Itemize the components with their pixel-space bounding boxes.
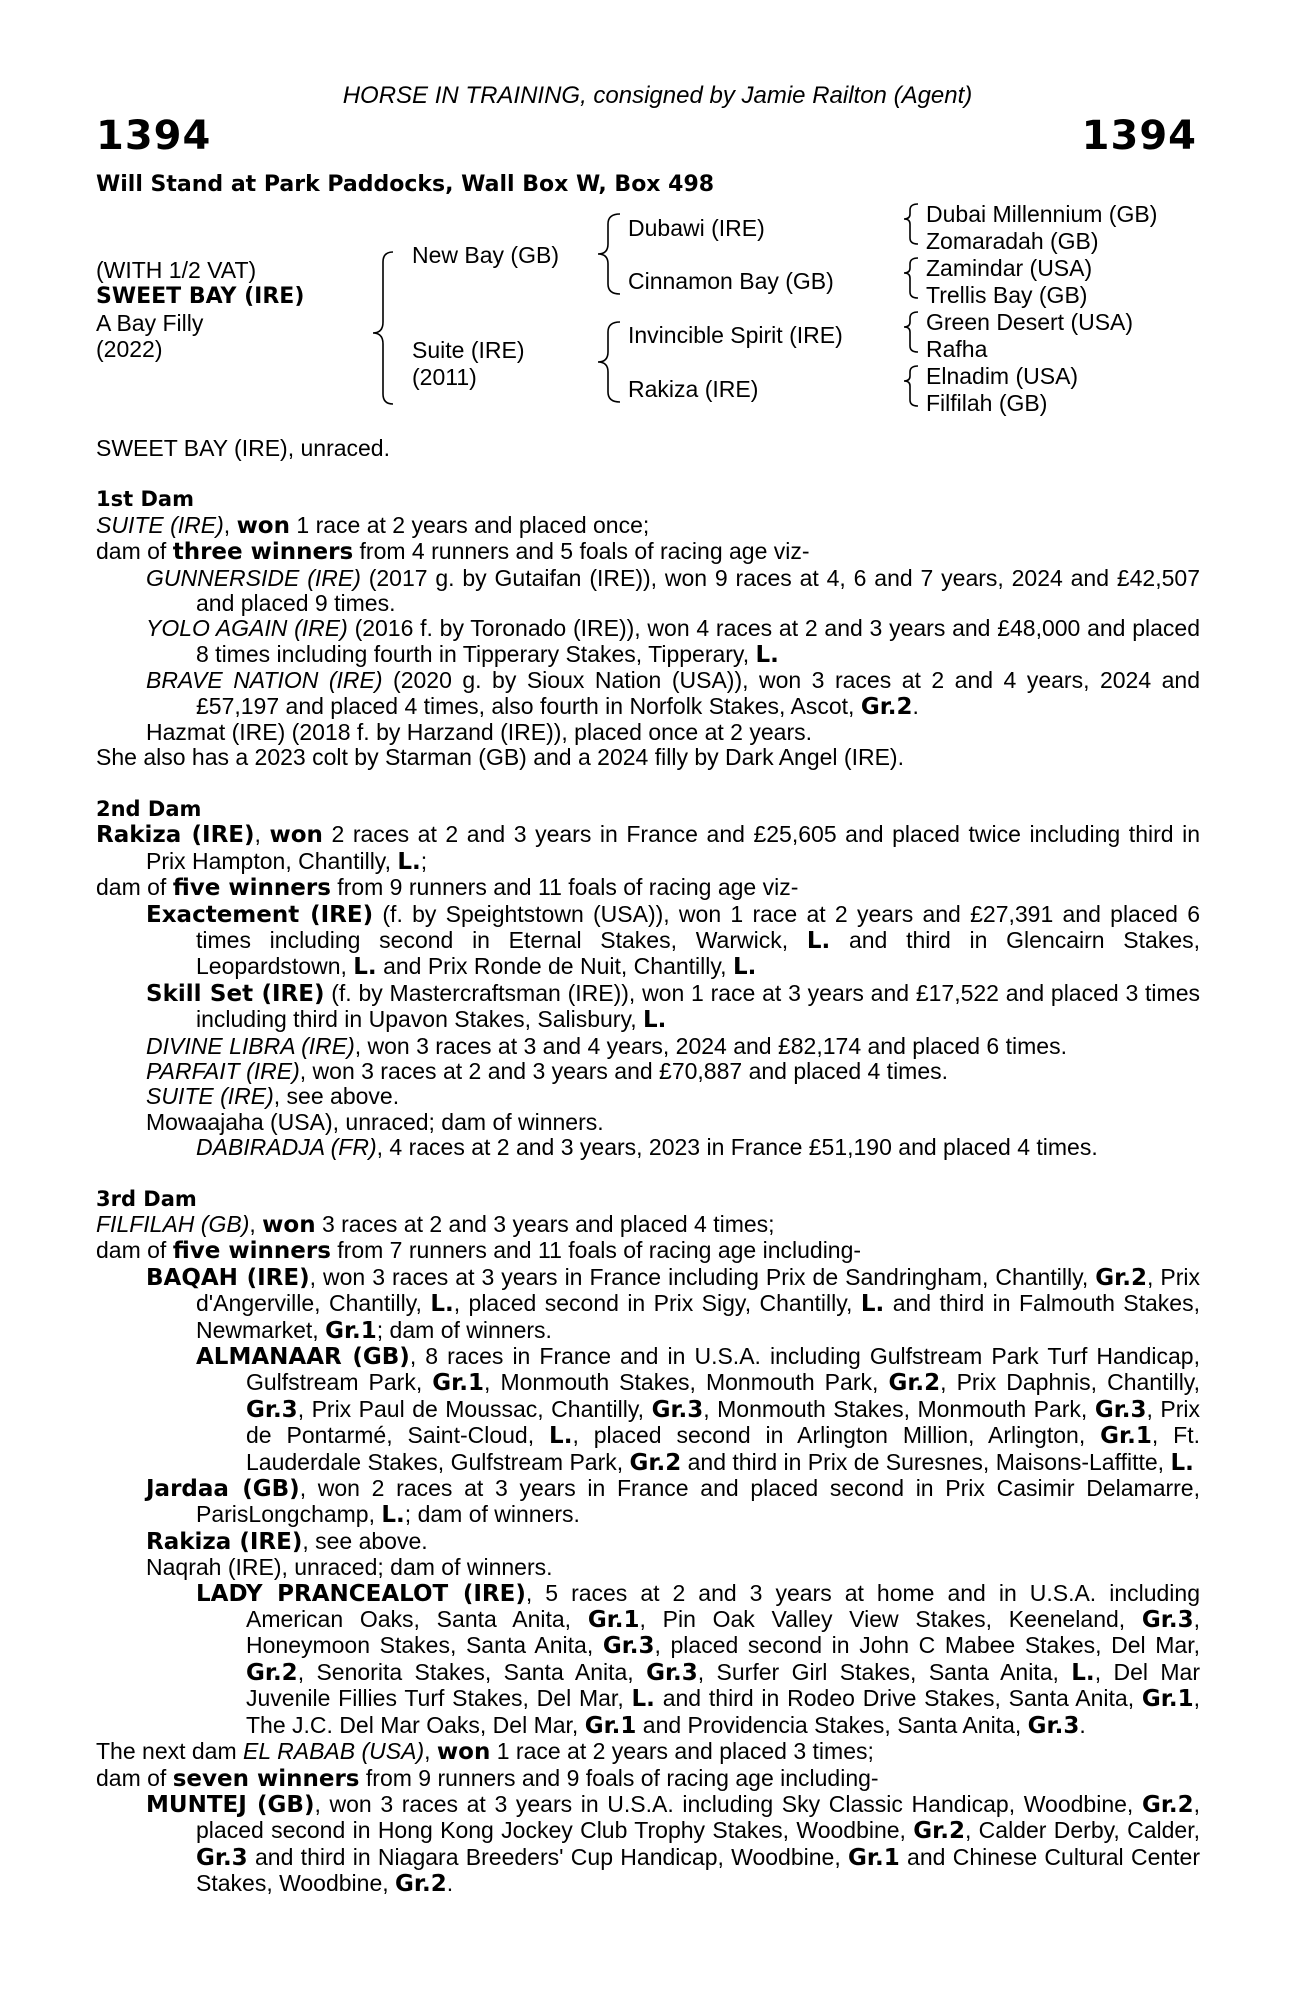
page-subtitle: HORSE IN TRAINING, consigned by Jamie Railton (Agent) xyxy=(342,82,973,109)
pedigree-year: (2022) xyxy=(96,336,163,362)
second-dam-section xyxy=(96,797,1200,1161)
produce-entry: YOLO AGAIN (IRE) (2016 f. by Toronado (IRE)), won 4 races at 2 and 3 years and £48,000 and placed 8 times including fourth in Tipperary Stakes, Tipperary, L. xyxy=(146,615,1200,668)
bracket-main xyxy=(373,252,393,404)
produce-entry: Rakiza (IRE), see above. xyxy=(146,1527,428,1555)
produce-entry: DABIRADJA (FR), 4 races at 2 and 3 years, 2023 in France £51,190 and placed 4 times. xyxy=(196,1134,1098,1161)
first-dam-closing: She also has a 2023 colt by Starman (GB) and a 2024 filly by Dark Angel (IRE). xyxy=(96,744,904,771)
pedigree-description: A Bay Filly xyxy=(96,310,204,336)
first-dam-produce-summary: dam of three winners from 4 runners and 5 foals of racing age viz- xyxy=(96,538,810,566)
second-dam-heading: 2nd Dam xyxy=(96,796,202,821)
produce-entry: SUITE (IRE), see above. xyxy=(146,1083,400,1110)
produce-entry: BRAVE NATION (IRE) (2020 g. by Sioux Nation (USA)), won 3 races at 2 and 4 years, 2024 and £57,197 and placed 4 times, also fourth in Norfolk Stakes, Ascot, Gr.2. xyxy=(146,667,1200,720)
next-dam-record: The next dam EL RABAB (USA), won 1 race at 2 years and placed 3 times; xyxy=(96,1738,874,1766)
first-dam-section xyxy=(96,487,1200,770)
pedigree-sire-dam: Cinnamon Bay (GB) xyxy=(628,268,834,294)
pedigree-ggs-6: Rafha xyxy=(926,336,988,362)
bracket-ggs-2 xyxy=(904,258,918,298)
dam-name: SUITE (IRE) xyxy=(96,511,224,538)
lot-number-left: 1394 xyxy=(96,113,212,159)
pedigree-dam-sire: Invincible Spirit (IRE) xyxy=(628,322,843,348)
first-dam-heading: 1st Dam xyxy=(96,487,194,512)
produce-entry: DIVINE LIBRA (IRE), won 3 races at 3 and 4 years, 2024 and £82,174 and placed 6 times. xyxy=(146,1032,1067,1059)
produce-entry: Jardaa (GB), won 2 races at 3 years in France and placed second in Prix Casimir Delamarre, ParisLongchamp, L.; dam of winners. xyxy=(146,1475,1200,1529)
pedigree-ggs-5: Green Desert (USA) xyxy=(926,309,1134,335)
pedigree-vat: (WITH 1/2 VAT) xyxy=(96,257,257,283)
pedigree-dam-dam: Rakiza (IRE) xyxy=(628,376,759,402)
first-dam-record: SUITE (IRE), won 1 race at 2 years and placed once; xyxy=(96,511,650,539)
produce-entry: MUNTEJ (GB), won 3 races at 3 years in U.S.A. including Sky Classic Handicap, Woodbine, Gr.2, placed second in Hong Kong Jockey Club Trophy Stakes, Woodbine, Gr.2, Calder Derby, Calder, Gr.3 and third in Niagara Breeders' Cup Handicap, Woodbine, Gr.1 and Chinese Cultural Center Stakes, Woodbine, Gr.2. xyxy=(146,1790,1201,1898)
produce-entry: GUNNERSIDE (IRE) (2017 g. by Gutaifan (IRE)), won 9 races at 4, 6 and 7 years, 2024 and £42,507 and placed 9 times. xyxy=(146,564,1200,617)
pedigree-notes xyxy=(96,436,1200,1898)
third-dam-record: FILFILAH (GB), won 3 races at 2 and 3 years and placed 4 times; xyxy=(96,1210,775,1238)
bracket-ggs-4 xyxy=(904,366,918,406)
produce-entry: Hazmat (IRE) (2018 f. by Harzand (IRE)), placed once at 2 years. xyxy=(146,719,812,746)
bracket-dam xyxy=(598,322,620,402)
pedigree-horse-name: SWEET BAY (IRE) xyxy=(96,284,305,309)
pedigree-ggs-2: Zomaradah (GB) xyxy=(926,228,1099,254)
pedigree-ggs-3: Zamindar (USA) xyxy=(926,255,1093,281)
third-dam-section xyxy=(96,1187,1200,1898)
produce-entry: LADY PRANCEALOT (IRE), 5 races at 2 and 3 years at home and in U.S.A. including American Oaks, Santa Anita, Gr.1, Pin Oak Valley View Stakes, Keeneland, Gr.3, Honeymoon Stakes, Santa Anita, Gr.3, placed second in John C Mabee Stakes, Del Mar, Gr.2, Senorita Stakes, Santa Anita, Gr.3, Surfer Girl Stakes, Santa Anita, L., Del Mar Juvenile Fillies Turf Stakes, Del Mar, L. and third in Rodeo Drive Stakes, Santa Anita, Gr.1, The J.C. Del Mar Oaks, Del Mar, Gr.1 and Providencia Stakes, Santa Anita, Gr.3. xyxy=(196,1579,1200,1739)
intro-line: SWEET BAY (IRE), unraced. xyxy=(96,435,390,461)
second-dam-produce-summary: dam of five winners from 9 runners and 11 foals of racing age viz- xyxy=(96,874,799,902)
bracket-ggs-3 xyxy=(904,312,918,352)
bracket-ggs-1 xyxy=(904,204,918,244)
stand-location: Will Stand at Park Paddocks, Wall Box W, Box 498 xyxy=(96,172,715,197)
second-dam-record: Rakiza (IRE), won 2 races at 2 and 3 years in France and £25,605 and placed twice including third in Prix Hampton, Chantilly, L.; xyxy=(96,821,1201,875)
third-dam-produce-summary: dam of five winners from 7 runners and 11 foals of racing age including- xyxy=(96,1237,862,1265)
pedigree-ggs-4: Trellis Bay (GB) xyxy=(926,282,1088,308)
produce-entry: Exactement (IRE) (f. by Speightstown (USA)), won 1 race at 2 years and £27,391 and placed 6 times including second in Eternal Stakes, Warwick, L. and third in Glencairn Stakes, Leopardstown, L. and Prix Ronde de Nuit, Chantilly, L. xyxy=(146,900,1201,981)
pedigree-sire: New Bay (GB) xyxy=(412,242,559,268)
produce-entry: PARFAIT (IRE), won 3 races at 2 and 3 years and £70,887 and placed 4 times. xyxy=(146,1057,949,1084)
produce-entry: Naqrah (IRE), unraced; dam of winners. xyxy=(146,1554,553,1581)
lot-number-right: 1394 xyxy=(1081,113,1197,159)
bracket-sire xyxy=(598,214,620,294)
pedigree-dam: Suite (IRE) xyxy=(412,337,525,363)
next-dam-produce-summary: dam of seven winners from 9 runners and 9 foals of racing age including- xyxy=(96,1764,879,1792)
produce-entry: ALMANAAR (GB), 8 races in France and in U.S.A. including Gulfstream Park Turf Handicap, Gulfstream Park, Gr.1, Monmouth Stakes, Monmouth Park, Gr.2, Prix Daphnis, Chantilly, Gr.3, Prix Paul de Moussac, Chantilly, Gr.3, Monmouth Stakes, Monmouth Park, Gr.3, Prix de Pontarmé, Saint-Cloud, L., placed second in Arlington Million, Arlington, Gr.1, Ft. Lauderdale Stakes, Gulfstream Park, Gr.2 and third in Prix de Suresnes, Maisons-Laffitte, L. xyxy=(196,1343,1200,1476)
pedigree-ggs-8: Filfilah (GB) xyxy=(926,390,1048,416)
pedigree-sire-sire: Dubawi (IRE) xyxy=(628,215,765,241)
pedigree-dam-year: (2011) xyxy=(412,364,477,390)
produce-entry: Skill Set (IRE) (f. by Mastercraftsman (IRE)), won 1 race at 3 years and £17,522 and placed 3 times including third in Upavon Stakes, Salisbury, L. xyxy=(146,979,1200,1034)
pedigree-ggs-7: Elnadim (USA) xyxy=(926,363,1079,389)
produce-entry: BAQAH (IRE), won 3 races at 3 years in France including Prix de Sandringham, Chantilly, Gr.2, Prix d'Angerville, Chantilly, L., placed second in Prix Sigy, Chantilly, L. and third in Falmouth Stakes, Newmarket, Gr.1; dam of winners. xyxy=(146,1263,1200,1344)
third-dam-heading: 3rd Dam xyxy=(96,1186,197,1211)
pedigree-ggs-1: Dubai Millennium (GB) xyxy=(926,201,1158,227)
produce-entry: Mowaajaha (USA), unraced; dam of winners. xyxy=(146,1108,604,1135)
